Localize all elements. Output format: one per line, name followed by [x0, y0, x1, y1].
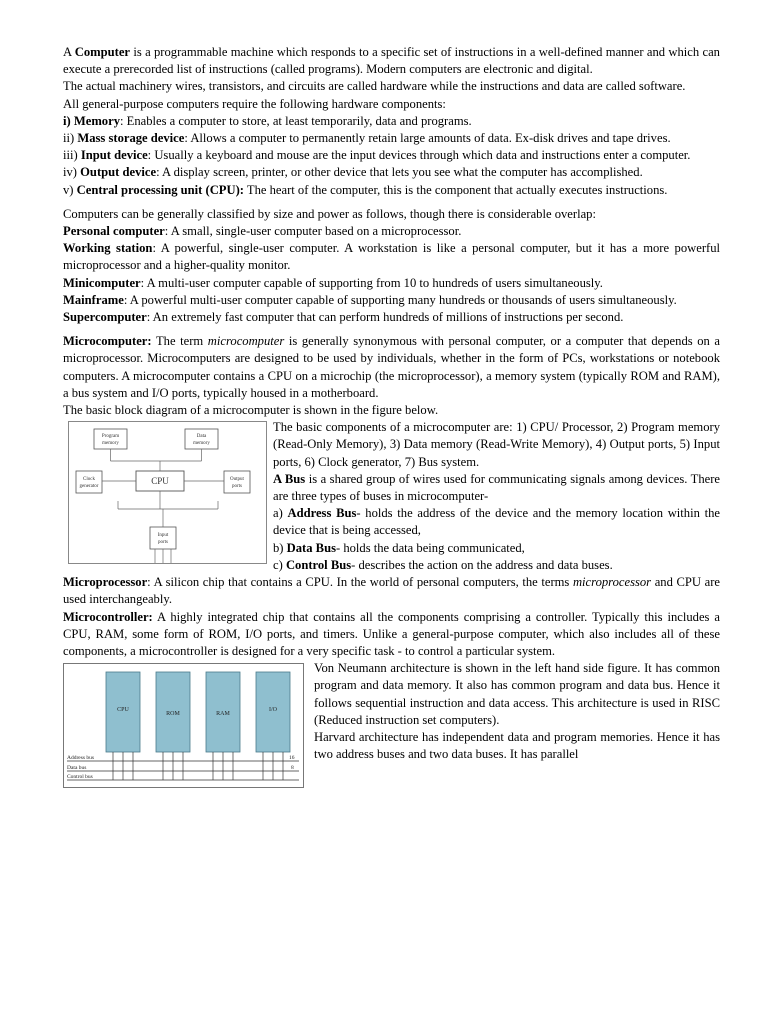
svg-text:generator: generator: [79, 484, 99, 490]
svg-text:RAM: RAM: [216, 711, 230, 718]
svg-text:Output: Output: [230, 477, 244, 483]
svg-text:Data bus: Data bus: [67, 765, 87, 772]
svg-text:ROM: ROM: [166, 711, 180, 718]
paragraph-classification-intro: Computers can be generally classified by size and power as follows, though there is considerable overlap:: [63, 206, 596, 221]
svg-text:Program: Program: [101, 434, 120, 440]
paragraph-microcontroller: Microcontroller: A highly integrated chip that contains all the components comprising a controller. Typically this includes a CPU, RAM, some form of ROM, I/O ports, and timers. Unlike a general-purpose computer, which also includes all of these components, a microcontroller is designed for a very specific task - to control a particular system.: [63, 609, 720, 658]
list-item-output-device: iv) Output device: A display screen, printer, or other device that lets you see what the computer has accomplished.: [63, 165, 643, 180]
paragraph-components-intro: All general-purpose computers require the following hardware components:: [63, 96, 446, 111]
svg-text:ports: ports: [158, 540, 168, 546]
paragraph-bus: A Bus is a shared group of wires used for communicating signals among devices. There are three types of buses in microcomputer-: [273, 471, 720, 504]
paragraph-microprocessor: Microprocessor: A silicon chip that contains a CPU. In the world of personal computers, the terms microprocessor and CPU are used interchangeably.: [63, 575, 720, 607]
class-minicomputer: Minicomputer: A multi-user computer capable of supporting from 10 to hundreds of users simultaneously.: [63, 275, 603, 290]
class-personal-computer: Personal computer: A small, single-user computer based on a microprocessor.: [63, 224, 462, 239]
von-neumann-architecture-diagram: [63, 663, 304, 788]
svg-text:CPU: CPU: [151, 476, 169, 487]
list-item-mass-storage: ii) Mass storage device: Allows a computer to permanently retain large amounts of data. Ex-disk drives and tape drives.: [63, 131, 671, 146]
svg-text:Control bus: Control bus: [67, 774, 93, 781]
paragraph-computer-definition: A Computer is a programmable machine which responds to a specific set of instructions in a well-defined manner and which can execute a prerecorded list of instructions (called programs). Modern computers are electronic and digital.: [63, 45, 720, 77]
list-item-address-bus: a) Address Bus- holds the address of the device and the memory location within the device that is being accessed,: [273, 506, 720, 538]
data-memory-block: [185, 429, 218, 449]
paragraph-basic-components: The basic components of a microcomputer are: 1) CPU/ Processor, 2) Program memory (Read-Only Memory), 3) Data memory (Read-Write Memory), 4) Output ports, 5) Input ports, 6) Clock generator, 7) Bus system.: [273, 420, 720, 469]
svg-text:Clock: Clock: [83, 477, 95, 483]
output-ports-block: [224, 471, 250, 493]
list-item-cpu: v) Central processing unit (CPU): The heart of the computer, this is the component that actually executes instructions.: [63, 182, 668, 197]
list-item-data-bus: b) Data Bus- holds the data being communicated,: [273, 540, 525, 555]
svg-text:Data: Data: [196, 434, 207, 440]
program-memory-block: [94, 429, 127, 449]
paragraph-hardware-software: The actual machinery wires, transistors, and circuits are called hardware while the instructions and data are called software.: [63, 79, 686, 94]
svg-text:8: 8: [291, 765, 294, 772]
svg-text:Address bus: Address bus: [67, 755, 95, 762]
svg-text:I/O: I/O: [269, 707, 277, 714]
paragraph-microcomputer: Microcomputer: The term microcomputer is generally synonymous with personal computer, or a computer that depends on a microprocessor. Microcomputers are designed to be used by individuals, whether in the form of PCs, workstations or notebook computers. A microcomputer contains a CPU on a microchip (the microprocessor), a memory system (typically ROM and RAM), a bus system and I/O ports, typically housed in a motherboard.: [63, 334, 720, 400]
paragraph-harvard: Harvard architecture has independent data and program memories. Hence it has two address buses and two data buses. It has parallel: [314, 729, 720, 762]
clock-generator-block: [76, 471, 102, 493]
svg-text:ports: ports: [232, 484, 242, 490]
document-page: [63, 44, 720, 788]
svg-text:memory: memory: [102, 441, 119, 447]
paragraph-block-diagram-intro: The basic block diagram of a microcomputer is shown in the figure below.: [63, 403, 439, 418]
paragraph-von-neumann: Von Neumann architecture is shown in the left hand side figure. It has common program and data memory. It also has common program and data bus. Hence it follows sequential instruction and data access. This architecture is used in RISC (Reduced instruction set computers).: [314, 661, 720, 727]
svg-text:CPU: CPU: [117, 707, 129, 714]
svg-text:16: 16: [289, 755, 295, 762]
class-mainframe: Mainframe: A powerful multi-user computer capable of supporting many hundreds or thousands of users simultaneously.: [63, 292, 677, 307]
input-ports-block: [150, 527, 176, 549]
list-item-control-bus: c) Control Bus- describes the action on the address and data buses.: [273, 557, 613, 572]
class-working-station: Working station: A powerful, single-user computer. A workstation is like a personal computer, but it has a more powerful microprocessor and a higher-quality monitor.: [63, 241, 720, 273]
microcomputer-block-diagram: [68, 421, 267, 564]
list-item-memory: i) Memory: Enables a computer to store, at least temporarily, data and programs.: [63, 113, 472, 128]
svg-text:Input: Input: [157, 533, 169, 539]
list-item-input-device: iii) Input device: Usually a keyboard and mouse are the input devices through which data and instructions enter a computer.: [63, 148, 691, 163]
svg-text:memory: memory: [193, 441, 210, 447]
class-supercomputer: Supercomputer: An extremely fast computer that can perform hundreds of millions of instructions per second.: [63, 310, 624, 325]
